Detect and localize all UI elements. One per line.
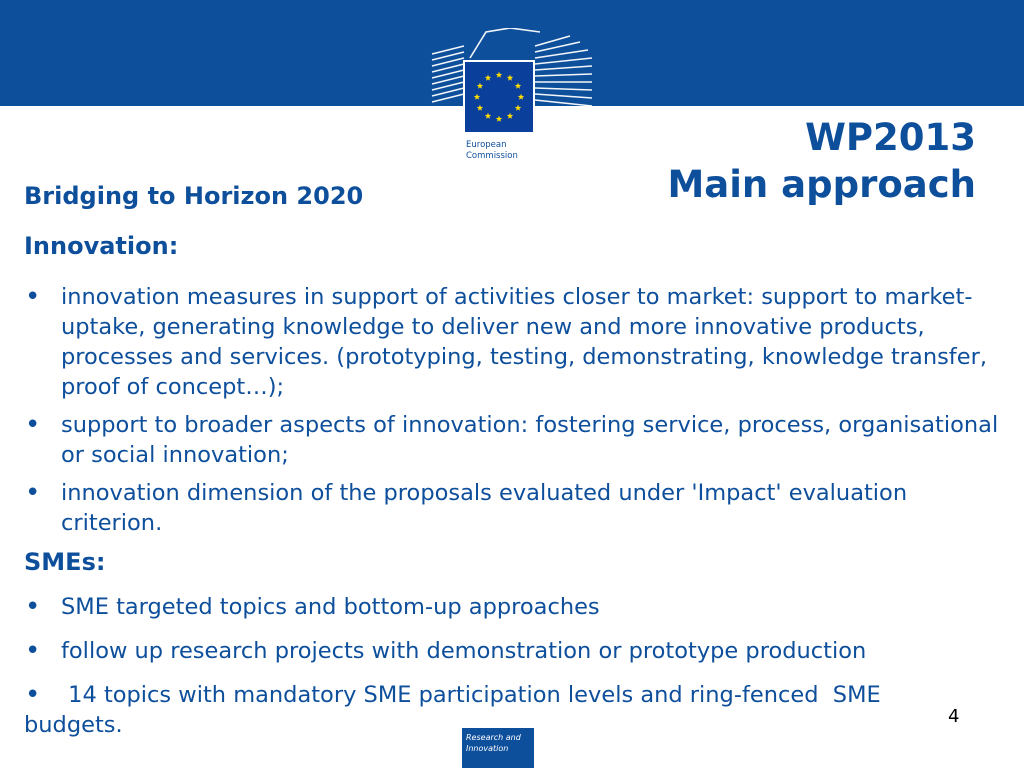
innovation-heading: Innovation:: [24, 232, 179, 260]
smes-heading: SMEs:: [24, 548, 106, 576]
list-item: [24, 636, 1014, 666]
list-item: [24, 592, 1014, 622]
logo-text-line2: Commission: [466, 151, 518, 161]
list-item: [24, 282, 1014, 402]
flag-star-icon: [485, 75, 491, 81]
flag-star-icon: [474, 94, 480, 100]
flag-star-icon: [518, 94, 524, 100]
flag-star-icon: [477, 83, 483, 89]
logo-text: [466, 140, 534, 162]
bullet-icon: •: [25, 680, 41, 710]
footer-text-line2: Innovation: [466, 744, 509, 753]
slide-title: [667, 114, 976, 208]
logo-emblem-box: [463, 60, 535, 170]
logo-text-line1: European: [466, 140, 507, 150]
european-commission-logo: [430, 28, 594, 161]
eu-flag-icon: [465, 62, 533, 132]
list-item-text: follow up research projects with demonstration or prototype production: [61, 638, 867, 664]
list-item: [24, 410, 1014, 470]
page-number: 4: [948, 706, 960, 727]
innovation-list: [24, 282, 1014, 538]
list-item-text: SME targeted topics and bottom-up approaches: [61, 594, 600, 620]
list-item-text: innovation measures in support of activities closer to market: support to market-uptake, generating knowledge to deliver new and more innovative products, processes and services. (prototyping, testing, demonstrating, knowledge transfer, proof of concept…);: [61, 284, 987, 400]
flag-star-icon: [507, 75, 513, 81]
footer-text: [466, 732, 521, 754]
subtitle: Bridging to Horizon 2020: [24, 182, 364, 210]
bullet-icon: •: [25, 592, 41, 622]
flag-star-icon: [477, 105, 483, 111]
list-item-text: innovation dimension of the proposals evaluated under 'Impact' evaluation criterion.: [61, 480, 908, 536]
list-item-text: 14 topics with mandatory SME participation levels and ring-fenced SME budgets.: [24, 682, 888, 738]
smes-list: [24, 592, 1014, 740]
bullet-icon: •: [25, 410, 41, 440]
bullet-icon: •: [25, 478, 41, 508]
flag-star-icon: [515, 83, 521, 89]
flag-star-icon: [507, 113, 513, 119]
bullet-icon: •: [25, 282, 41, 312]
bullet-icon: •: [25, 636, 41, 666]
flag-star-icon: [515, 105, 521, 111]
title-line1: WP2013: [805, 116, 976, 159]
flag-star-icon: [496, 116, 502, 122]
footer-badge: [462, 728, 534, 768]
flag-star-icon: [496, 72, 502, 78]
title-line2: Main approach: [667, 163, 976, 206]
list-item-text: support to broader aspects of innovation: fostering service, process, organisational or social innovation;: [61, 412, 999, 468]
flag-star-icon: [485, 113, 491, 119]
footer-text-line1: Research and: [466, 733, 521, 742]
list-item: [24, 478, 1014, 538]
